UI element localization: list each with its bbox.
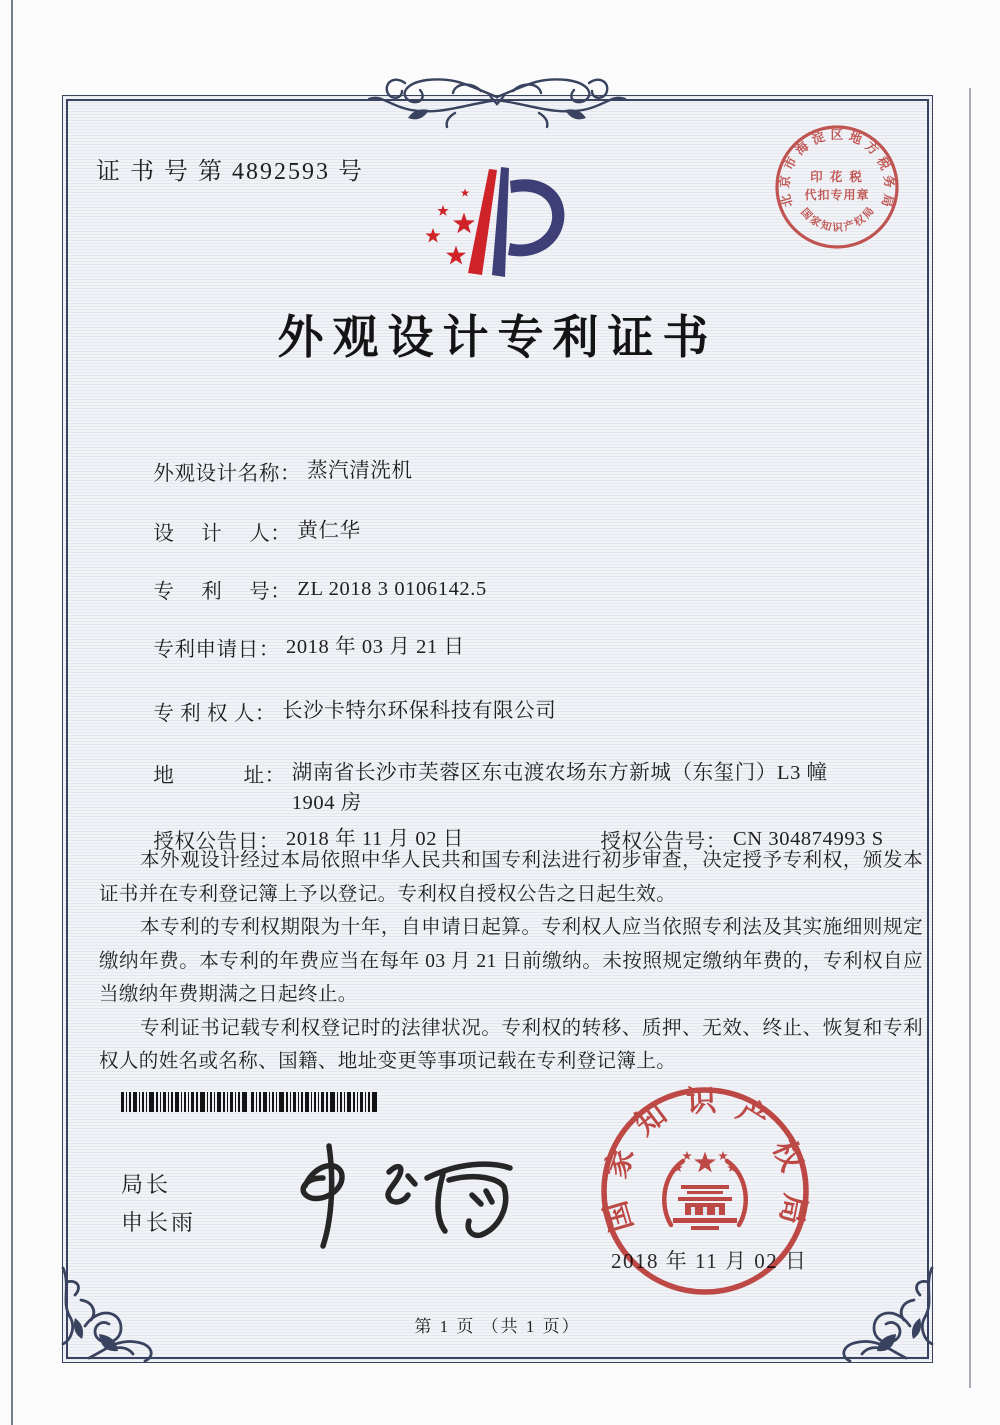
tax-seal-ring-bottom-text: 国家知识产权局 [798,205,877,235]
barcode [121,1092,379,1112]
tax-seal-ring-top-text: 北京市海淀区地方税务局 [777,127,897,209]
field-value: 2018 年 11 月 02 日 [285,828,464,850]
field-value: 长沙卡特尔环保科技有限公司 [282,700,557,722]
tax-seal-center-line2: 代扣专用章 [804,188,870,202]
field-value: 湖南省长沙市芙蓉区东屯渡农场东方新城（东玺门）L3 幢 1904 房 [291,762,828,814]
corner-ornament-icon [55,1230,195,1370]
page-edge-shadow-left [11,0,13,1425]
main-seal-ring-text: 国家知识产权局 [599,1084,812,1236]
field-label: 外观设计名称： [153,463,302,485]
field-label: 专利申请日： [153,639,280,661]
field-value: 蒸汽清洗机 [307,460,413,482]
tax-seal-center-line1: 印 花 税 [810,170,864,184]
page-number: 第 1 页 （共 1 页） [414,1317,581,1336]
svg-text:国家知识产权局 [798,204,877,234]
cnipa-official-seal [597,1083,813,1299]
certificate-number: 证 书 号 第 4892593 号 [96,159,364,185]
field-value: 2018 年 03 月 21 日 [285,636,465,658]
corner-ornament-icon [800,1230,940,1370]
handwritten-signature [277,1134,527,1254]
certificate-panel [62,95,933,1363]
certificate-title: 外观设计专利证书 [277,312,718,363]
field-value: CN 304874993 S [732,828,884,850]
seal-date: 2018 年 11 月 02 日 [611,1249,808,1273]
cnipa-logo-icon [416,163,576,283]
stamp-tax-seal [771,121,903,253]
field-label: 专 利 权 人： [153,703,277,725]
commissioner-title: 局长 [121,1172,172,1197]
field-label: 授权公告日： [153,831,280,853]
field-label: 地 址： [153,765,286,787]
legal-paragraph: 本外观设计经过本局依照中华人民共和国专利法进行初步审查，决定授予专利权，颁发本证书并在专利登记簿上予以登记。专利权自授权公告之日起生效。 [99,850,923,905]
field-label: 设 计 人： [153,523,292,545]
legal-paragraph: 专利证书记载专利权登记时的法律状况。专利权的转移、质押、无效、终止、恢复和专利权人的姓名或名称、国籍、地址变更等事项记载在专利登记簿上。 [99,1017,923,1072]
flourish-ornament-icon [327,69,667,129]
legal-text [99,844,923,1079]
commissioner-name: 申长雨 [121,1210,197,1235]
field-label: 授权公告号： [600,831,727,853]
page-edge-shadow-right [969,88,971,1388]
legal-paragraph: 本专利的专利权期限为十年，自申请日起算。专利权人应当依照专利法及其实施细则规定缴纳年费。本专利的年费应当在每年 03 月 21 日前缴纳。未按照规定缴纳年费的，专利权自应当缴纳年费期满之日起终止。 [99,917,923,1005]
national-emblem-icon [664,1151,746,1230]
field-value: ZL 2018 3 0106142.5 [297,578,487,600]
field-label: 专 利 号： [153,581,292,603]
field-value: 黄仁华 [297,520,361,542]
